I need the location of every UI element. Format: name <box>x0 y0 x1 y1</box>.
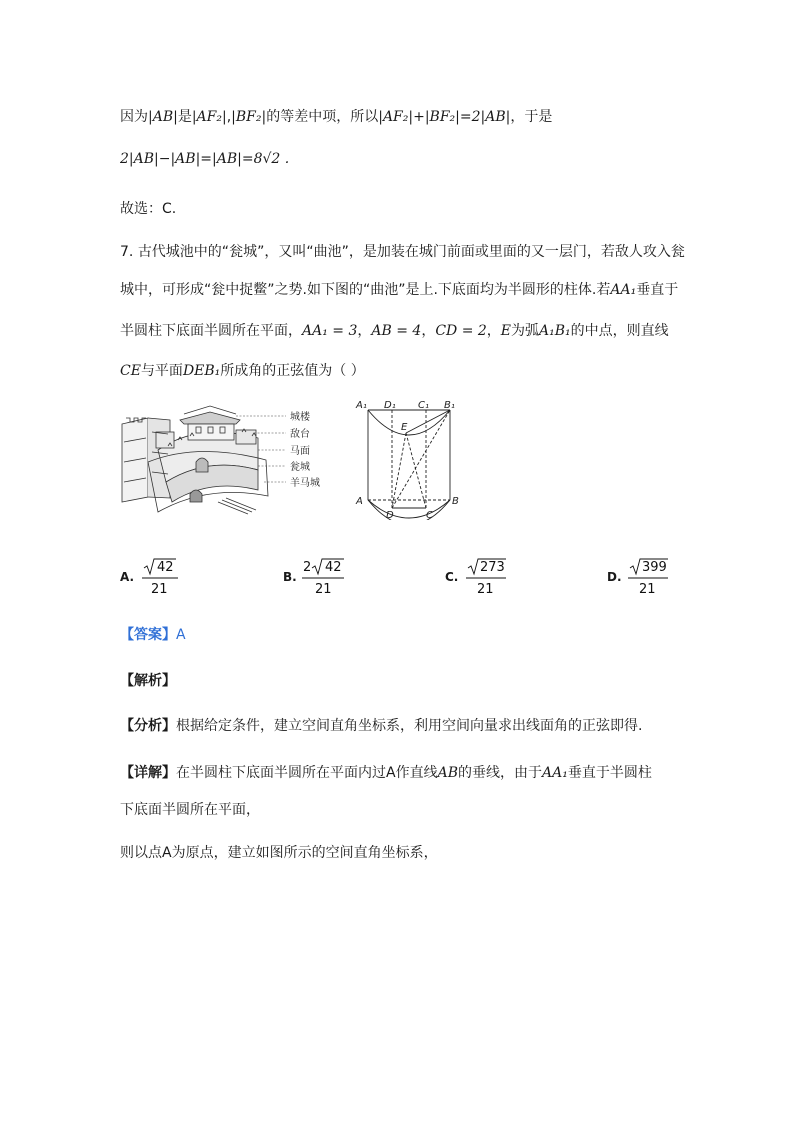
text: 因为 <box>120 109 148 125</box>
math: AA₁ <box>610 282 637 298</box>
text: ， <box>486 323 501 339</box>
vertex-label: D <box>386 510 394 520</box>
denominator: 21 <box>477 582 494 597</box>
text: 在半圆柱下底面半圆所在平面内过A作直线 <box>176 765 438 781</box>
analysis-tag: 【分析】 <box>120 718 176 734</box>
text: 的中点，则直线 <box>570 323 669 339</box>
question-line-1 <box>120 242 685 262</box>
text: 与平面 <box>140 363 183 379</box>
sqrt-fraction <box>300 556 346 598</box>
option-label: C. <box>445 570 459 584</box>
text: 是 <box>177 109 192 125</box>
option-label: D. <box>607 570 622 584</box>
vertex-label: B <box>452 496 459 507</box>
math: CD = 2 <box>435 323 487 339</box>
vertex-label: C <box>426 510 433 520</box>
answer-tag: 【答案】 <box>120 627 176 643</box>
vertex-label: A <box>356 496 363 507</box>
fortress-label: 敌台 <box>290 429 310 440</box>
text: 城中，可形成“瓮中捉鳖”之势.如下图的“曲池”是上.下底面均为半圆形的柱体.若 <box>120 282 611 298</box>
detail-line-2: 下底面半圆所在平面， <box>120 802 260 818</box>
math: E <box>500 323 512 339</box>
text: ， <box>357 323 372 339</box>
solution-line-1 <box>120 107 552 127</box>
radicand: 273 <box>480 560 505 575</box>
vertex-label: D₁ <box>384 400 396 411</box>
text: 的等差中项，所以 <box>266 109 379 125</box>
question-line-4 <box>120 361 365 381</box>
sqrt-fraction <box>464 556 508 598</box>
analysis-text: 根据给定条件，建立空间直角坐标系，利用空间向量求出线面角的正弦即得. <box>176 718 643 734</box>
option-label: A. <box>120 570 135 584</box>
vertex-label: E <box>401 422 408 433</box>
analysis-heading: 【解析】 <box>120 673 176 689</box>
math: CE <box>120 363 141 379</box>
text: 所成角的正弦值为（ ） <box>220 363 365 379</box>
text: 的垂线，由于 <box>457 765 542 781</box>
solution-conclusion: 故选：C. <box>120 201 177 217</box>
half-cylinder-figure <box>354 400 464 520</box>
radicand: 42 <box>157 560 174 575</box>
detail-tag: 【详解】 <box>120 765 176 781</box>
question-number: 7. <box>120 244 134 260</box>
math: AA₁ <box>541 765 568 781</box>
sqrt-fraction <box>626 556 670 598</box>
denominator: 21 <box>639 582 656 597</box>
denominator: 21 <box>151 582 168 597</box>
vertex-label: B₁ <box>444 400 455 411</box>
text: 半圆柱下底面半圆所在平面， <box>120 323 302 339</box>
coefficient: 2 <box>303 560 312 575</box>
fortress-label: 瓮城 <box>290 462 310 473</box>
vertex-label: A₁ <box>356 400 367 411</box>
fortress-figure <box>118 402 358 522</box>
text: ，于是 <box>510 109 553 125</box>
math: AA₁ = 3 <box>302 323 358 339</box>
text: 垂直于 <box>636 282 679 298</box>
math: |AF₂| <box>191 109 227 125</box>
fortress-label: 羊马城 <box>290 478 320 489</box>
math: AB = 4 <box>371 323 422 339</box>
radicand: 399 <box>642 560 667 575</box>
text: 古代城池中的“瓮城”，又叫“曲池”，是加装在城门前面或里面的又一层门，若敌人攻入瓮 <box>137 244 685 260</box>
fortress-label: 城楼 <box>290 412 310 423</box>
math: AB <box>437 765 458 781</box>
math: DEB₁ <box>182 363 221 379</box>
text: , <box>226 109 232 125</box>
fortress-label: 马面 <box>290 446 310 457</box>
analysis-line <box>120 716 642 736</box>
detail-line-1 <box>120 763 652 783</box>
text: 为弧 <box>511 323 540 339</box>
math: |AB| <box>148 109 178 125</box>
question-line-3 <box>120 321 669 341</box>
math: A₁B₁ <box>539 323 571 339</box>
text: ， <box>421 323 436 339</box>
radicand: 42 <box>325 560 342 575</box>
answer-value: A <box>176 627 186 643</box>
denominator: 21 <box>315 582 332 597</box>
option-label: B. <box>283 570 297 584</box>
sqrt-fraction <box>140 556 180 598</box>
solution-line-2: 2|AB|−|AB|=|AB|=8√2 . <box>120 151 290 167</box>
text: 垂直于半圆柱 <box>567 765 652 781</box>
detail-line-3: 则以点A为原点，建立如图所示的空间直角坐标系， <box>120 845 438 861</box>
vertex-label: C₁ <box>418 400 429 411</box>
math: |AF₂|+|BF₂|=2|AB| <box>378 109 511 125</box>
answer-line <box>120 625 186 645</box>
question-line-2 <box>120 280 678 300</box>
math: |BF₂| <box>231 109 267 125</box>
